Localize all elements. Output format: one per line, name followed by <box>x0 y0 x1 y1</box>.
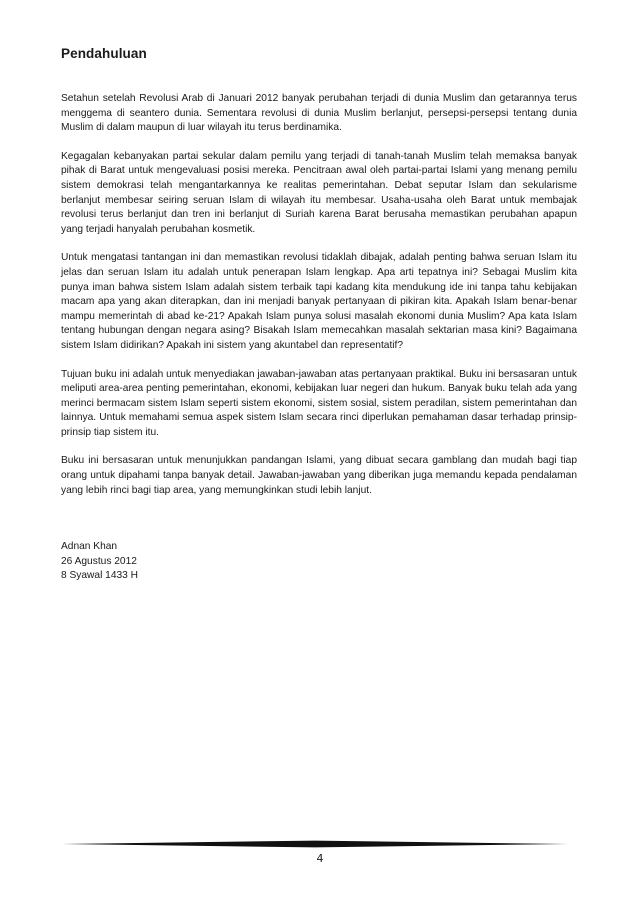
date-gregorian: 26 Agustus 2012 <box>61 555 137 567</box>
page-title: Pendahuluan <box>61 46 147 61</box>
paragraph-5: Buku ini bersasaran untuk menunjukkan pandangan Islami, yang dibuat secara gamblang dan mudah bagi tiap orang untuk dipahami tanpa banyak detail. Jawaban-jawaban yang diberikan juga memandu kepada pendalaman yang lebih rinci bagi tiap area, yang memungkinkan studi lebih lanjut. <box>61 455 577 496</box>
author-name: Adnan Khan <box>61 541 118 552</box>
paragraph-2: Kegagalan kebanyakan partai sekular dalam pemilu yang terjadi di tanah-tanah Muslim telah memaksa banyak pihak di Barat untuk mengevaluasi posisi mereka. Pencitraan awal oleh partai-partai Islami yang menang pemilu sistem demokrasi telah mengantarkannya ke realitas pemerintahan. Debat seputar Islam dan sekularisme berlanjut membesar seiring seruan Islam di wilayah itu membesar. Usaha-usaha oleh Barat untuk membajak revolusi terus berlanjut dan tren ini berlanjut di Suriah karena Barat berusaha memastikan perubahan apapun yang terjadi hanyalah perubahan kosmetik. <box>61 150 577 235</box>
paragraph-1: Setahun setelah Revolusi Arab di Januari 2012 banyak perubahan terjadi di dunia Muslim dan getarannya terus menggema di seantero dunia. Sementara revolusi di dunia Muslim berlanjut, persepsi-persepsi tentang dunia Muslim di dalam maupun di luar wilayah itu terus berdinamika. <box>61 93 577 134</box>
signature-block <box>61 540 138 584</box>
date-hijri: 8 Syawal 1433 H <box>61 570 139 582</box>
footer-divider <box>62 840 568 848</box>
paragraph-3: Untuk mengatasi tantangan ini dan memastikan revolusi tidaklah dibajak, adalah penting bahwa seruan Islam itu jelas dan seruan Islam itu adalah untuk penerapan Islam lengkap. Apa arti tepatnya ini? Sebagai Muslim kita punya iman bahwa sistem Islam adalah sistem terbaik tapi kadang kita mendukung ide ini tanpa tahu kebijakan macam apa yang akan diterapkan, dan ini menjadi banyak pertanyaan di pikiran kita. Apakah Islam benar-benar mampu memerintah di abad ke-21? Apakah Islam punya solusi masalah ekonomi dunia Muslim? Apa kata Islam tentang hubungan dengan negara asing? Bisakah Islam memecahkan masalah sektarian masa kini? Bagaimana sistem Islam didirikan? Apakah ini sistem yang akuntabel dan representatif? <box>61 252 577 351</box>
paragraph-4: Tujuan buku ini adalah untuk menyediakan jawaban-jawaban atas pertanyaan praktikal. Buku ini bersasaran untuk meliputi area-area penting pemerintahan, ekonomi, kebijakan luar negeri dan hukum. Banyak buku telah ada yang merinci bermacam sistem Islam seperti sistem ekonomi, sistem sosial, sistem peradilan, sistem pemerintahan dan lainnya. Untuk memahami semua aspek sistem Islam secara rinci diperlukan pemahaman dasar terhadap prinsip-prinsip tiap sistem itu. <box>61 368 577 438</box>
page-number: 4 <box>316 852 324 865</box>
document-body <box>61 92 577 512</box>
